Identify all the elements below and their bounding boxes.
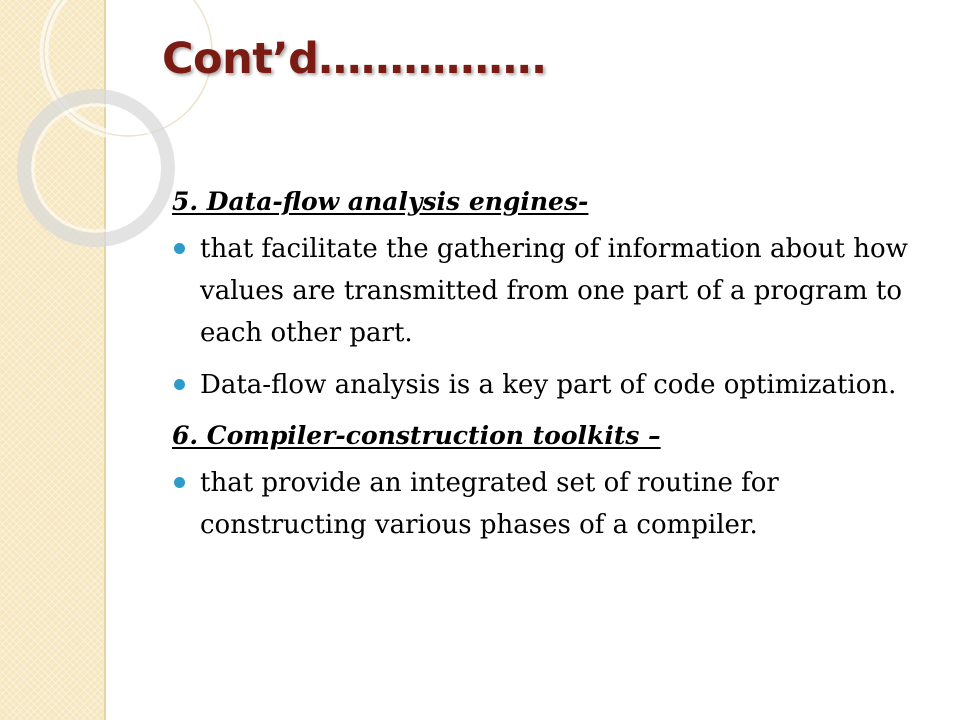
bullet-dot-icon [174, 379, 185, 390]
bullet-text: Data-flow analysis is a key part of code optimization. [200, 370, 897, 400]
bullet-text: that facilitate the gathering of information about how values are transmitted from one part of a program to each other part. [200, 234, 908, 348]
slide-title: Cont’d……………. [162, 34, 547, 84]
section-heading-compiler-toolkits: 6. Compiler-construction toolkits – [172, 421, 661, 450]
bullet-list [172, 228, 912, 406]
slide-content [172, 182, 912, 556]
decorative-circle-small [24, 96, 168, 240]
bullet-text: that provide an integrated set of routine for constructing various phases of a compiler. [200, 468, 779, 540]
list-item [172, 364, 912, 406]
list-item [172, 462, 912, 546]
decorative-circle-small-inner [33, 105, 159, 231]
section-heading-data-flow: 5. Data-flow analysis engines- [172, 187, 589, 216]
list-item [172, 228, 912, 354]
bullet-dot-icon [174, 477, 185, 488]
bullet-list [172, 462, 912, 546]
bullet-dot-icon [174, 243, 185, 254]
